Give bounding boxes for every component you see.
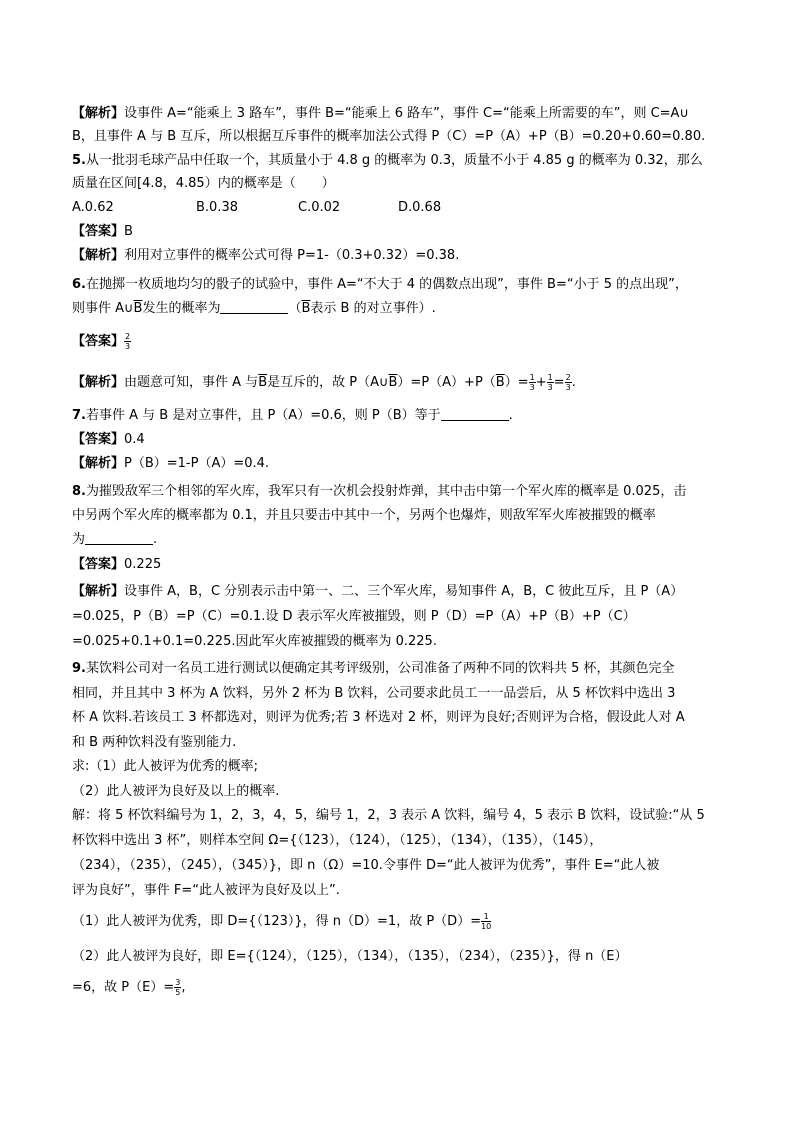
q9-stem-line-1 — [72, 659, 722, 679]
q6-answer-fraction — [124, 332, 131, 351]
q6-analysis — [72, 371, 722, 395]
q9-solution-text-3: （234），（235），（245），（345）}，即 n（Ω）=10.令事件 D=“此人被评为优秀”，事件 E=“此人被 — [72, 858, 660, 873]
q9-solution-line-1 — [72, 806, 722, 826]
q9-stem-text-4: 和 B 两种饮料没有鉴别能力. — [72, 735, 237, 750]
q9-stem-line-4 — [72, 733, 722, 753]
fraction-numerator: 1 — [529, 373, 535, 382]
q8-analysis-line-1 — [72, 582, 722, 602]
q8-analysis-text-1: 设事件 A，B，C 分别表示击中第一、二、三个军火库，易知事件 A，B，C 彼此互斥，且 P（A） — [124, 584, 684, 599]
b-complement: $\overline{B}$ — [258, 375, 268, 390]
q7-stem — [72, 406, 722, 426]
fraction-2 — [547, 373, 554, 392]
q8-analysis-text-3: =0.025+0.1+0.1=0.225.因此军火库被摧毁的概率为 0.225. — [72, 634, 437, 649]
q9-part2-text-1: （2）此人被评为良好，即 E={（124），（125），（134），（135），（234），（235）}，得 n（E） — [72, 949, 628, 964]
option-d: D.0.68 — [398, 200, 442, 215]
analysis-tag: 【解析】 — [72, 584, 125, 599]
q7-answer — [72, 430, 722, 450]
q9-solution-text-4: 评为良好”，事件 F=“此人被评为良好及以上”. — [72, 883, 340, 898]
analysis-tag: 【解析】 — [72, 375, 125, 390]
fraction-numerator: 1 — [481, 912, 491, 922]
answer-tag: 【答案】 — [72, 224, 125, 239]
q8-analysis-line-2 — [72, 607, 722, 627]
q6-analysis-text-c: 是互斥的，故 P（A∪ — [267, 375, 389, 390]
q7-analysis — [72, 454, 722, 474]
q5-stem-text-1: 从一批羽毛球产品中任取一个，其质量小于 4.8 g 的概率为 0.3，质量不小于 4.85 g 的概率为 0.32，那么 — [85, 153, 703, 168]
plus-sign: + — [535, 375, 547, 390]
fraction-denominator: 3 — [125, 342, 131, 351]
q9-part1-text: （1）此人被评为优秀，即 D={（123）}，得 n（D）=1，故 P（D）= — [72, 914, 482, 929]
fill-blank — [85, 531, 153, 545]
option-c: C.0.02 — [298, 200, 341, 215]
q7-stem-text: 若事件 A 与 B 是对立事件，且 P（A）=0.6，则 P（B）等于 — [85, 408, 441, 423]
q9-solution-line-2 — [72, 831, 722, 851]
fraction-denominator: 10 — [481, 922, 492, 931]
q9-solution-text-1: 解：将 5 杯饮料编号为 1，2，3，4，5，编号 1，2，3 表示 A 饮料，编号 4，5 表示 B 饮料，设试验:“从 5 — [72, 808, 705, 823]
q8-stem-line-3 — [72, 530, 722, 550]
fraction-numerator: 1 — [547, 373, 553, 382]
fraction-denominator: 5 — [175, 988, 181, 997]
answer-tag: 【答案】 — [72, 557, 125, 572]
q5-options — [72, 198, 722, 218]
q6-stem-text-2a: 则事件 A∪ — [72, 301, 134, 316]
q6-stem-text-1: 在抛掷一枚质地均匀的骰子的试验中，事件 A=“不大于 4 的偶数点出现”，事件 B=“小于 5 的点出现”， — [85, 277, 688, 292]
q9-stem-text-1: 某饮料公司对一名员工进行测试以便确定其考评级别，公司准备了两种不同的饮料共 5 杯，其颜色完全 — [85, 661, 675, 676]
q9-stem-text-3: 杯 A 饮料.若该员工 3 杯都选对，则评为优秀;若 3 杯选对 2 杯，则评为良好;否则评为合格，假设此人对 A — [72, 710, 685, 725]
q4-analysis-text-1: 设事件 A=“能乘上 3 路车”，事件 B=“能乘上 6 路车”，事件 C=“能乘上所需要的车”，则 C=A∪ — [124, 106, 689, 121]
fraction-denominator: 3 — [547, 383, 553, 392]
question-number: 9. — [72, 661, 86, 676]
q9-ask-text-2: （2）此人被评为良好及以上的概率. — [72, 784, 280, 799]
option-a: A.0.62 — [72, 200, 114, 215]
q5-stem-text-2: 质量在区间[4.8，4.85）内的概率是（ ） — [72, 176, 335, 191]
q6-analysis-text-g: ）= — [504, 375, 529, 390]
q9-part-2-line-1 — [72, 947, 722, 967]
fraction-3 — [565, 373, 572, 392]
q8-stem-text-1: 为摧毁敌军三个相邻的军火库，我军只有一次机会投射炸弹，其中击中第一个军火库的概率是 0.025，击 — [85, 484, 687, 499]
q6-stem-text-2c: （ — [288, 301, 302, 316]
q4-analysis-line-2 — [72, 127, 722, 147]
q4-analysis-line-1 — [72, 104, 722, 124]
q8-stem-line-2 — [72, 506, 722, 526]
q9-solution-text-2: 杯饮料中选出 3 杯”，则样本空间 Ω={（123），（124），（125），（134），（135），（145）， — [72, 833, 603, 848]
q9-ask-1 — [72, 757, 722, 777]
q8-stem-text-3: 为 — [72, 532, 86, 547]
q8-analysis-text-2: =0.025，P（B）=P（C）=0.1.设 D 表示军火库被摧毁，则 P（D）=P（A）+P（B）+P（C） — [72, 609, 636, 624]
q6-analysis-text-e: ）=P（A）+P（ — [397, 375, 496, 390]
question-number: 5. — [72, 153, 86, 168]
q8-analysis-line-3 — [72, 632, 722, 652]
q6-analysis-text-a: 由题意可知，事件 A 与 — [124, 375, 259, 390]
fraction-denominator: 3 — [529, 383, 535, 392]
answer-tag: 【答案】 — [72, 432, 125, 447]
b-complement: $\overline{B}$ — [495, 375, 505, 390]
fraction-1 — [529, 373, 536, 392]
fill-blank — [441, 407, 509, 421]
fraction-numerator: 3 — [175, 978, 181, 987]
q5-analysis-text: 利用对立事件的概率公式可得 P=1-（0.3+0.32）=0.38. — [124, 248, 460, 263]
q9-part-2-line-2 — [72, 976, 722, 1000]
fill-blank — [220, 300, 288, 314]
q6-stem-line-2 — [72, 299, 722, 319]
q9-solution-line-4 — [72, 881, 722, 901]
q9-part2-text-2: =6，故 P（E）= — [72, 980, 175, 995]
q6-stem-line-1 — [72, 275, 722, 295]
b-complement: $\overline{B}$ — [388, 375, 398, 390]
period: . — [571, 375, 576, 390]
b-complement: $\overline{B}$ — [133, 301, 143, 316]
answer-tag: 【答案】 — [72, 334, 125, 349]
q9-ask-2 — [72, 782, 722, 802]
q9-part-1 — [72, 910, 722, 934]
q6-stem-text-2b: 发生的概率为 — [142, 301, 221, 316]
b-complement: $\overline{B}$ — [301, 301, 311, 316]
q8-answer — [72, 555, 722, 575]
q5-answer — [72, 222, 722, 242]
analysis-tag: 【解析】 — [72, 248, 125, 263]
q9-solution-line-3 — [72, 856, 722, 876]
q8-stem-text-2: 中另两个军火库的概率都为 0.1，并且只要击中其中一个，另两个也爆炸，则敌军军火库被摧毁的概率 — [72, 508, 656, 523]
fraction-numerator: 2 — [565, 373, 571, 382]
q5-answer-value: B — [124, 224, 133, 239]
q7-analysis-text: P（B）=1-P（A）=0.4. — [124, 456, 270, 471]
q5-stem-line-2 — [72, 174, 722, 194]
equals-sign: = — [553, 375, 565, 390]
fraction-denominator: 3 — [565, 383, 571, 392]
q6-stem-text-2e: 表示 B 的对立事件）. — [310, 301, 436, 316]
q9-part1-fraction — [481, 912, 491, 931]
q4-analysis-text-2: B，且事件 A 与 B 互斥，所以根据互斥事件的概率加法公式得 P（C）=P（A）+P（B）=0.20+0.60=0.80. — [72, 129, 706, 144]
analysis-tag: 【解析】 — [72, 456, 125, 471]
option-b: B.0.38 — [196, 200, 238, 215]
analysis-tag: 【解析】 — [72, 106, 125, 121]
question-number: 7. — [72, 408, 86, 423]
comma: , — [181, 980, 186, 995]
period: . — [508, 408, 513, 423]
q9-stem-line-3 — [72, 708, 722, 728]
q5-analysis — [72, 246, 722, 266]
period: . — [153, 532, 158, 547]
q5-stem-line-1 — [72, 151, 722, 171]
question-number: 6. — [72, 277, 86, 292]
q9-ask-text-1: 求:（1）此人被评为优秀的概率; — [72, 759, 259, 774]
question-number: 8. — [72, 484, 86, 499]
q9-stem-text-2: 相同，并且其中 3 杯为 A 饮料，另外 2 杯为 B 饮料，公司要求此员工一一品尝后，从 5 杯饮料中选出 3 — [72, 686, 676, 701]
q8-stem-line-1 — [72, 482, 722, 502]
q7-answer-value: 0.4 — [124, 432, 145, 447]
q6-answer — [72, 330, 722, 354]
fraction-numerator: 2 — [125, 332, 131, 341]
q9-stem-line-2 — [72, 684, 722, 704]
q8-answer-value: 0.225 — [124, 557, 162, 572]
